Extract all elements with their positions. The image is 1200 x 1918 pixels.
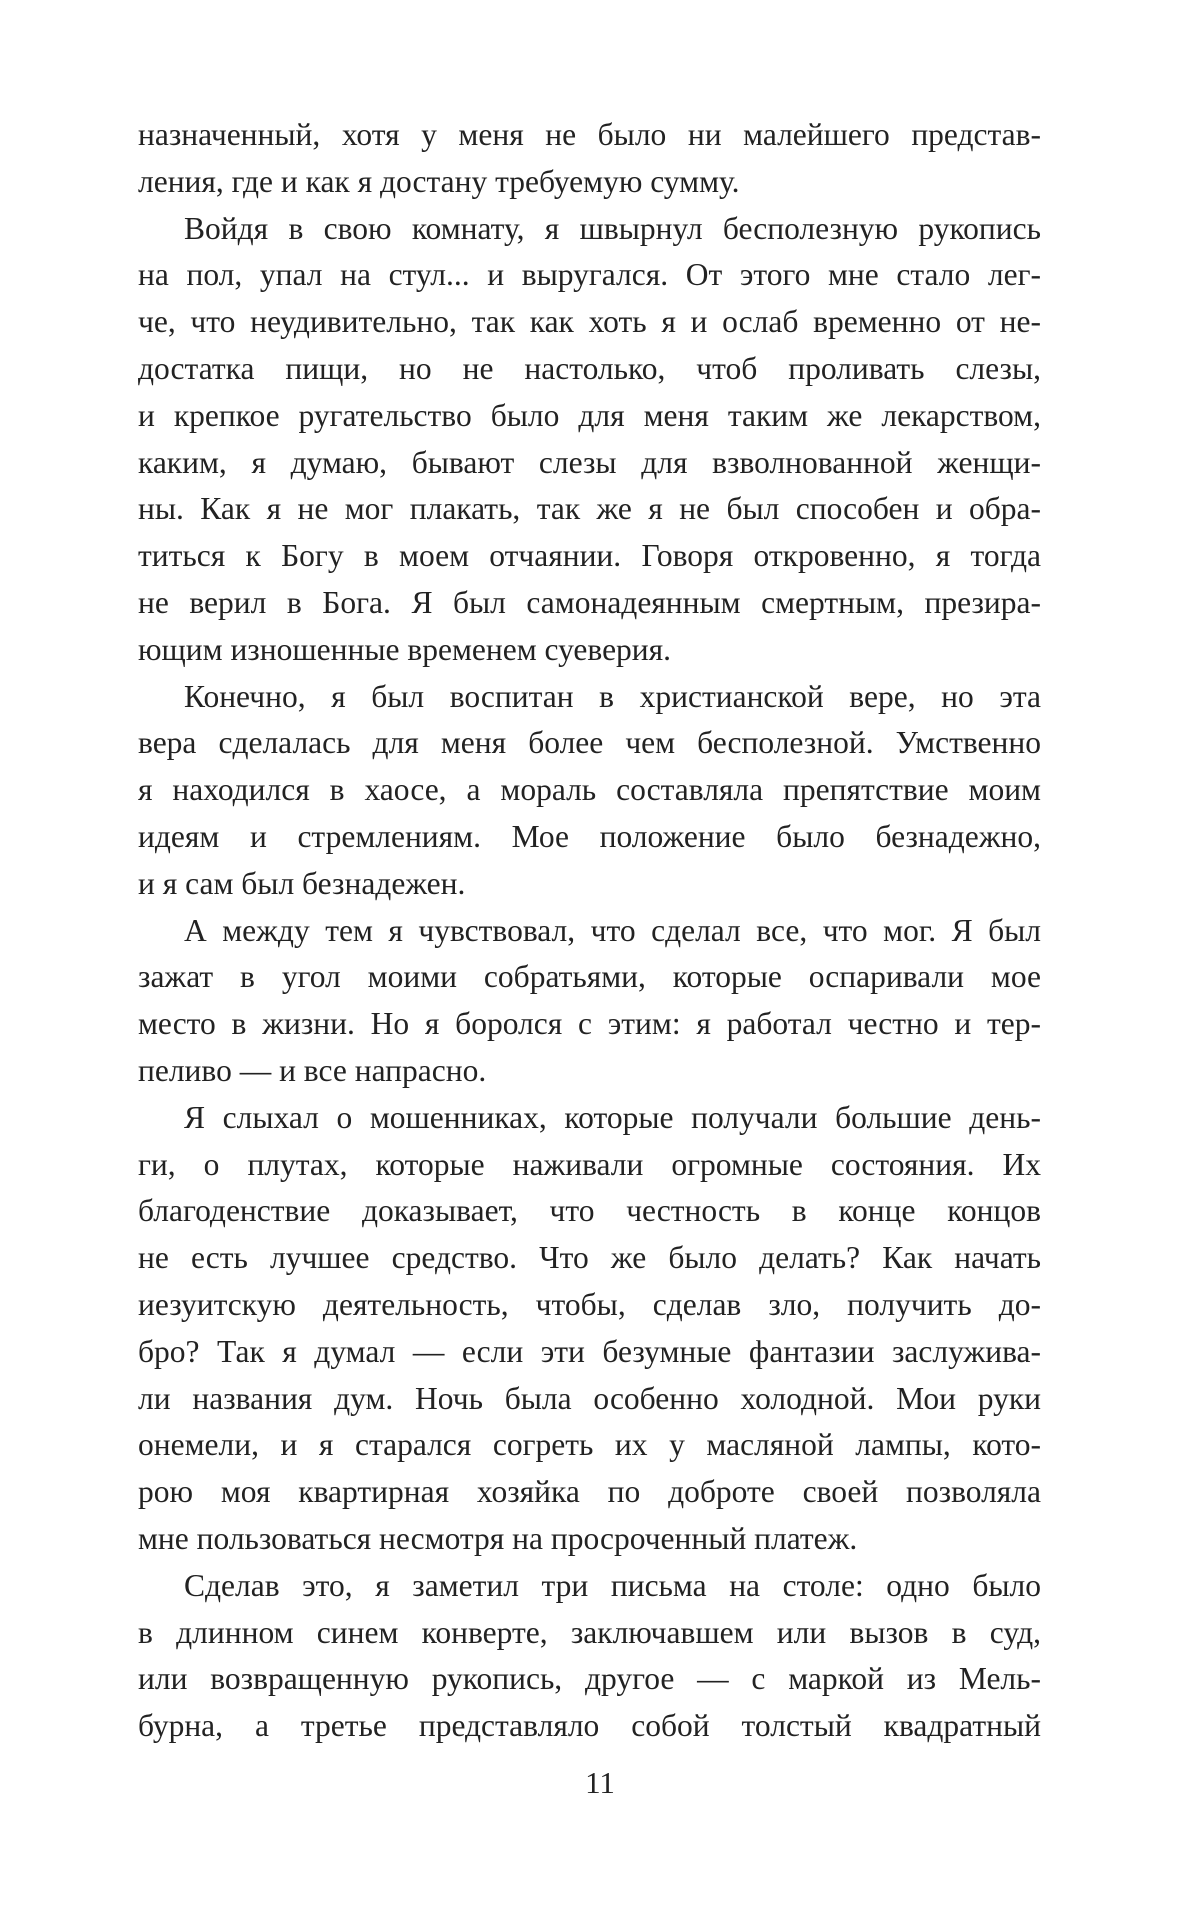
- text-line: не верил в Бога. Я был самонадеянным смертным, презира-: [138, 584, 1041, 620]
- text-line: место в жизни. Но я боролся с этим: я работал честно и тер-: [138, 1006, 1041, 1042]
- text-line: ги, о плутах, которые наживали огромные состояния. Их: [138, 1146, 1041, 1182]
- text-line: бурна, а третье представляло собой толстый квадратный: [138, 1708, 1041, 1744]
- text-line: рою моя квартирная хозяйка по доброте своей позволяла: [138, 1474, 1041, 1510]
- page-number: 11: [585, 1765, 615, 1800]
- text-line: вера сделалась для меня более чем бесполезной. Умственно: [138, 725, 1041, 761]
- text-line: идеям и стремлениям. Мое положение было безнадежно,: [138, 818, 1041, 854]
- text-line: или возвращенную рукопись, другое — с маркой из Мель-: [138, 1661, 1041, 1697]
- body-text: [138, 112, 1041, 1750]
- text-line: зажат в угол моими собратьями, которые оспаривали мое: [138, 959, 1041, 995]
- text-line: благоденствие доказывает, что честность в конце концов: [138, 1193, 1041, 1229]
- text-line: Войдя в свою комнату, я швырнул бесполезную рукопись: [184, 210, 1041, 246]
- text-line: назначенный, хотя у меня не было ни малейшего представ-: [138, 117, 1041, 152]
- text-line: онемели, и я старался согреть их у масляной лампы, кото-: [138, 1427, 1041, 1463]
- text-line: А между тем я чувствовал, что сделал все, что мог. Я был: [184, 912, 1041, 948]
- text-line: Я слыхал о мошенниках, которые получали большие день-: [184, 1099, 1041, 1135]
- text-line: ны. Как я не мог плакать, так же я не был способен и обра-: [138, 491, 1041, 527]
- text-line: ли названия дум. Ночь была особенно холодной. Мои руки: [138, 1380, 1041, 1416]
- text-line: и я сам был безнадежен.: [138, 865, 466, 901]
- text-line: ления, где и как я достану требуемую сумму.: [138, 163, 740, 199]
- text-line: достатка пищи, но не настолько, чтоб проливать слезы,: [138, 350, 1041, 386]
- text-line: бро? Так я думал — если эти безумные фантазии заслужива-: [138, 1333, 1041, 1369]
- text-line: пеливо — и все напрасно.: [138, 1052, 487, 1088]
- text-line: не есть лучшее средство. Что же было делать? Как начать: [138, 1240, 1041, 1276]
- text-line: ющим изношенные временем суеверия.: [138, 631, 672, 667]
- text-line: я находился в хаосе, а мораль составляла препятствие моим: [138, 772, 1041, 808]
- text-line: титься к Богу в моем отчаянии. Говоря откровенно, я тогда: [138, 538, 1041, 574]
- text-line: мне пользоваться несмотря на просроченный платеж.: [138, 1520, 858, 1556]
- text-line: Сделав это, я заметил три письма на столе: одно было: [184, 1567, 1041, 1603]
- text-line: иезуитскую деятельность, чтобы, сделав зло, получить до-: [138, 1286, 1041, 1322]
- text-line: на пол, упал на стул... и выругался. От этого мне стало лег-: [138, 257, 1041, 293]
- text-line: Конечно, я был воспитан в христианской вере, но эта: [184, 678, 1041, 714]
- text-line: и крепкое ругательство было для меня таким же лекарством,: [138, 397, 1041, 433]
- text-line: в длинном синем конверте, заключавшем или вызов в суд,: [138, 1614, 1041, 1650]
- text-line: че, что неудивительно, так как хоть я и ослаб временно от не-: [138, 304, 1041, 340]
- text-line: каким, я думаю, бывают слезы для взволнованной женщи-: [138, 444, 1041, 480]
